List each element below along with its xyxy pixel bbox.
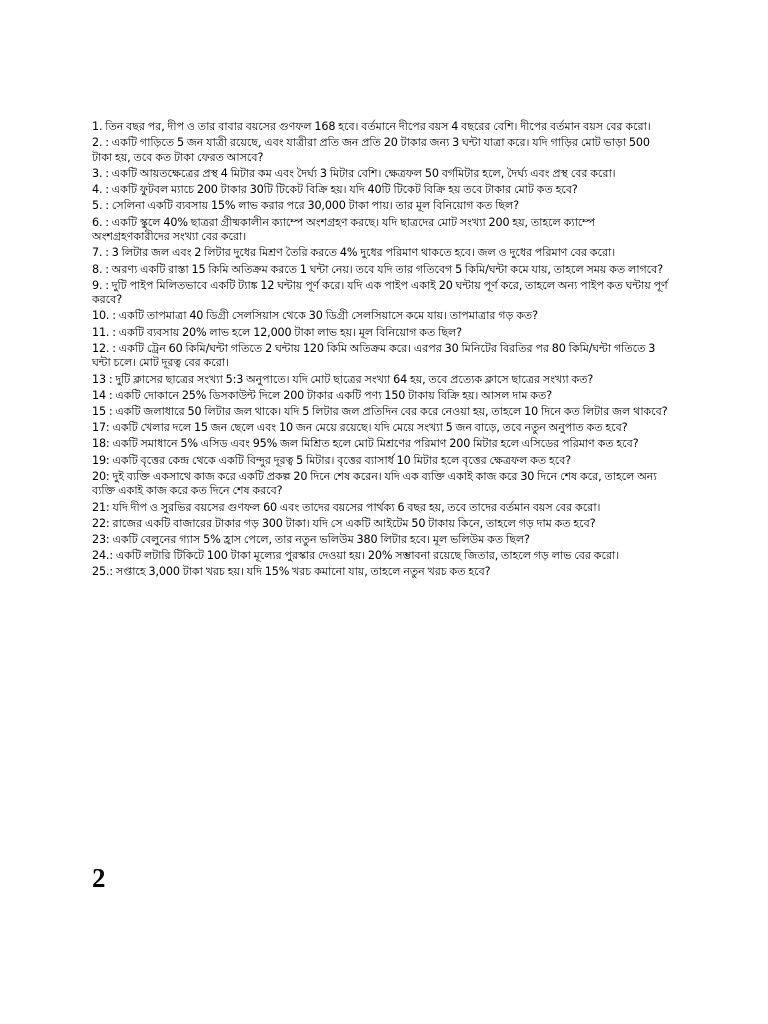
question-item: 23: একটি বেলুনের গ্যাস 5% হ্রাস পেলে, তার নতুন ভলিউম 380 লিটার হবে। মূল ভলিউম কত ছিল? — [92, 532, 530, 546]
question-item: 24.: একটি লটারি টিকিটে 100 টাকা মূল্যের পুরস্কার দেওয়া হয়। 20% সম্ভাবনা রয়েছে জিতার, তাহলে গড় লাভ বের করো। — [92, 549, 620, 563]
question-item: 21: যদি দীপ ও সুরভির বয়সের গুণফল 60 এবং তাদের বয়সের পার্থক্য 6 বছর হয়, তবে তাদের বর্তমান বয়স বের করো। — [92, 500, 601, 514]
question-item: 7. : 3 লিটার জল এবং 2 লিটার দুধের মিশ্রণ তৈরি করতে 4% দুধের পরিমাণ থাকতে হবে। জল ও দুধের পরিমাণ বের করো। — [92, 246, 616, 260]
question-item: 20: দুই ব্যক্তি একসাথে কাজ করে একটি প্রকল্প 20 দিনে শেষ করেন। যদি এক ব্যক্তি একাই কাজ করে 30 দিনে শেষ করে, তাহলে অন্য ব্যক্তি একাই কাজ করে কত দিনে শেষ করবে? — [92, 469, 657, 498]
question-item: 3. : একটি আয়তক্ষেত্রের প্রস্থ 4 মিটার কম এবং দৈর্ঘ্য 3 মিটার বেশি। ক্ষেত্রফল 50 বর্গমিটার হলে, দৈর্ঘ্য এবং প্রস্থ বের করো। — [92, 166, 616, 180]
question-item: 11. : একটি ব্যবসায় 20% লাভ হলে 12,000 টাকা লাভ হয়। মূল বিনিয়োগ কত ছিল? — [92, 325, 462, 339]
question-item: 19: একটি বৃত্তের কেন্দ্র থেকে একটি বিন্দুর দূরত্ব 5 মিটার। বৃত্তের ব্যাসার্ধ 10 মিটার হলে বৃত্তের ক্ষেত্রফল কত হবে? — [92, 453, 572, 467]
question-item: 22: রাজের একটি বাজারের টাকার গড় 300 টাকা। যদি সে একটি আইটেম 50 টাকায় কিনে, তাহলে গড় দাম কত হবে? — [92, 516, 596, 530]
question-item: 10. : একটি তাপমাত্রা 40 ডিগ্রী সেলসিয়াস থেকে 30 ডিগ্রী সেলসিয়াসে কমে যায়। তাপমাত্রার গড় কত? — [92, 309, 538, 323]
question-list — [92, 120, 672, 581]
question-item: 9. : দুটি পাইপ মিলিতভাবে একটি ট্যাঙ্ক 12 ঘন্টায় পূর্ণ করে। যদি এক পাইপ একাই 20 ঘন্টায় পূর্ণ করে, তাহলে অন্য পাইপ কত ঘন্টায় পূর্ণ করবে? — [92, 278, 668, 307]
question-item: 4. : একটি ফুটবল ম্যাচে 200 টাকার 30টি টিকেট বিক্রি হয়। যদি 40টি টিকেট বিক্রি হয় তবে টাকার মোট কত হবে? — [92, 183, 578, 197]
question-item: 8. : অরণ্য একটি রাস্তা 15 কিমি অতিক্রম করতে 1 ঘন্টা নেয়। তবে যদি তার গতিবেগ 5 কিমি/ঘন্টা কমে যায়, তাহলে সময় কত লাগবে? — [92, 262, 663, 276]
question-item: 12. : একটি ট্রেন 60 কিমি/ঘন্টা গতিতে 2 ঘন্টায় 120 কিমি অতিক্রম করে। এরপর 30 মিনিটের বিরতির পর 80 কিমি/ঘন্টা গতিতে 3 ঘন্টা চলে। মোট দূরত্ব বের করো। — [92, 341, 656, 370]
page-number: 2 — [92, 863, 106, 893]
question-item: 15 : একটি জলাধারে 50 লিটার জল থাকে। যদি 5 লিটার জল প্রতিদিন বের করে নেওয়া হয়, তাহলে 10 দিনে কত লিটার জল থাকবে? — [92, 405, 668, 418]
question-item: 1. তিন বছর পর, দীপ ও তার বাবার বয়সের গুণফল 168 হবে। বর্তমানে দীপের বয়স 4 বছরের বেশি। দীপের বর্তমান বয়স বের করো। — [92, 120, 651, 133]
question-item: 25.: সপ্তাহে 3,000 টাকা খরচ হয়। যদি 15% খরচ কমানো যায়, তাহলে নতুন খরচ কত হবে? — [92, 565, 491, 579]
question-item: 5. : সেলিনা একটি ব্যবসায় 15% লাভ করার পরে 30,000 টাকা পায়। তার মূল বিনিয়োগ কত ছিল? — [92, 199, 520, 213]
question-item: 18: একটি সমাধানে 5% এসিড এবং 95% জল মিশ্রিত হলে মোট মিশ্রণের পরিমাণ 200 মিটার হলে এসিডের পরিমাণ কত হবে? — [92, 437, 639, 451]
question-item: 14 : একটি দোকানে 25% ডিসকাউন্ট দিলে 200 টাকার একটি পণ্য 150 টাকায় বিক্রি হয়। আসল দাম কত? — [92, 388, 553, 402]
question-item: 13 : দুটি ক্লাসের ছাত্রের সংখ্যা 5:3 অনুপাতে। যদি মোট ছাত্রের সংখ্যা 64 হয়, তবে প্রত্যেক ক্লাসে ছাত্রের সংখ্যা কত? — [92, 372, 594, 386]
question-item: 6. : একটি স্কুলে 40% ছাত্ররা গ্রীষ্মকালীন ক্যাম্পে অংশগ্রহণ করছে। যদি ছাত্রদের মোট সংখ্যা 200 হয়, তাহলে ক্যাম্পে অংশগ্রহণকারীদের সংখ্যা বের করো। — [92, 215, 596, 244]
question-item: 2. : একটি গাড়িতে 5 জন যাত্রী রয়েছে, এবং যাত্রীরা প্রতি জন প্রতি 20 টাকার জন্য 3 ঘন্টা যাত্রা করে। যদি গাড়ির মোট ভাড়া 500 টাকা হয়, তবে কত টাকা ফেরত আসবে? — [92, 136, 650, 164]
question-item: 17: একটি খেলার দলে 15 জন ছেলে এবং 10 জন মেয়ে রয়েছে। যদি মেয়ে সংখ্যা 5 জন বাড়ে, তবে নতুন অনুপাত কত হবে? — [92, 421, 628, 435]
